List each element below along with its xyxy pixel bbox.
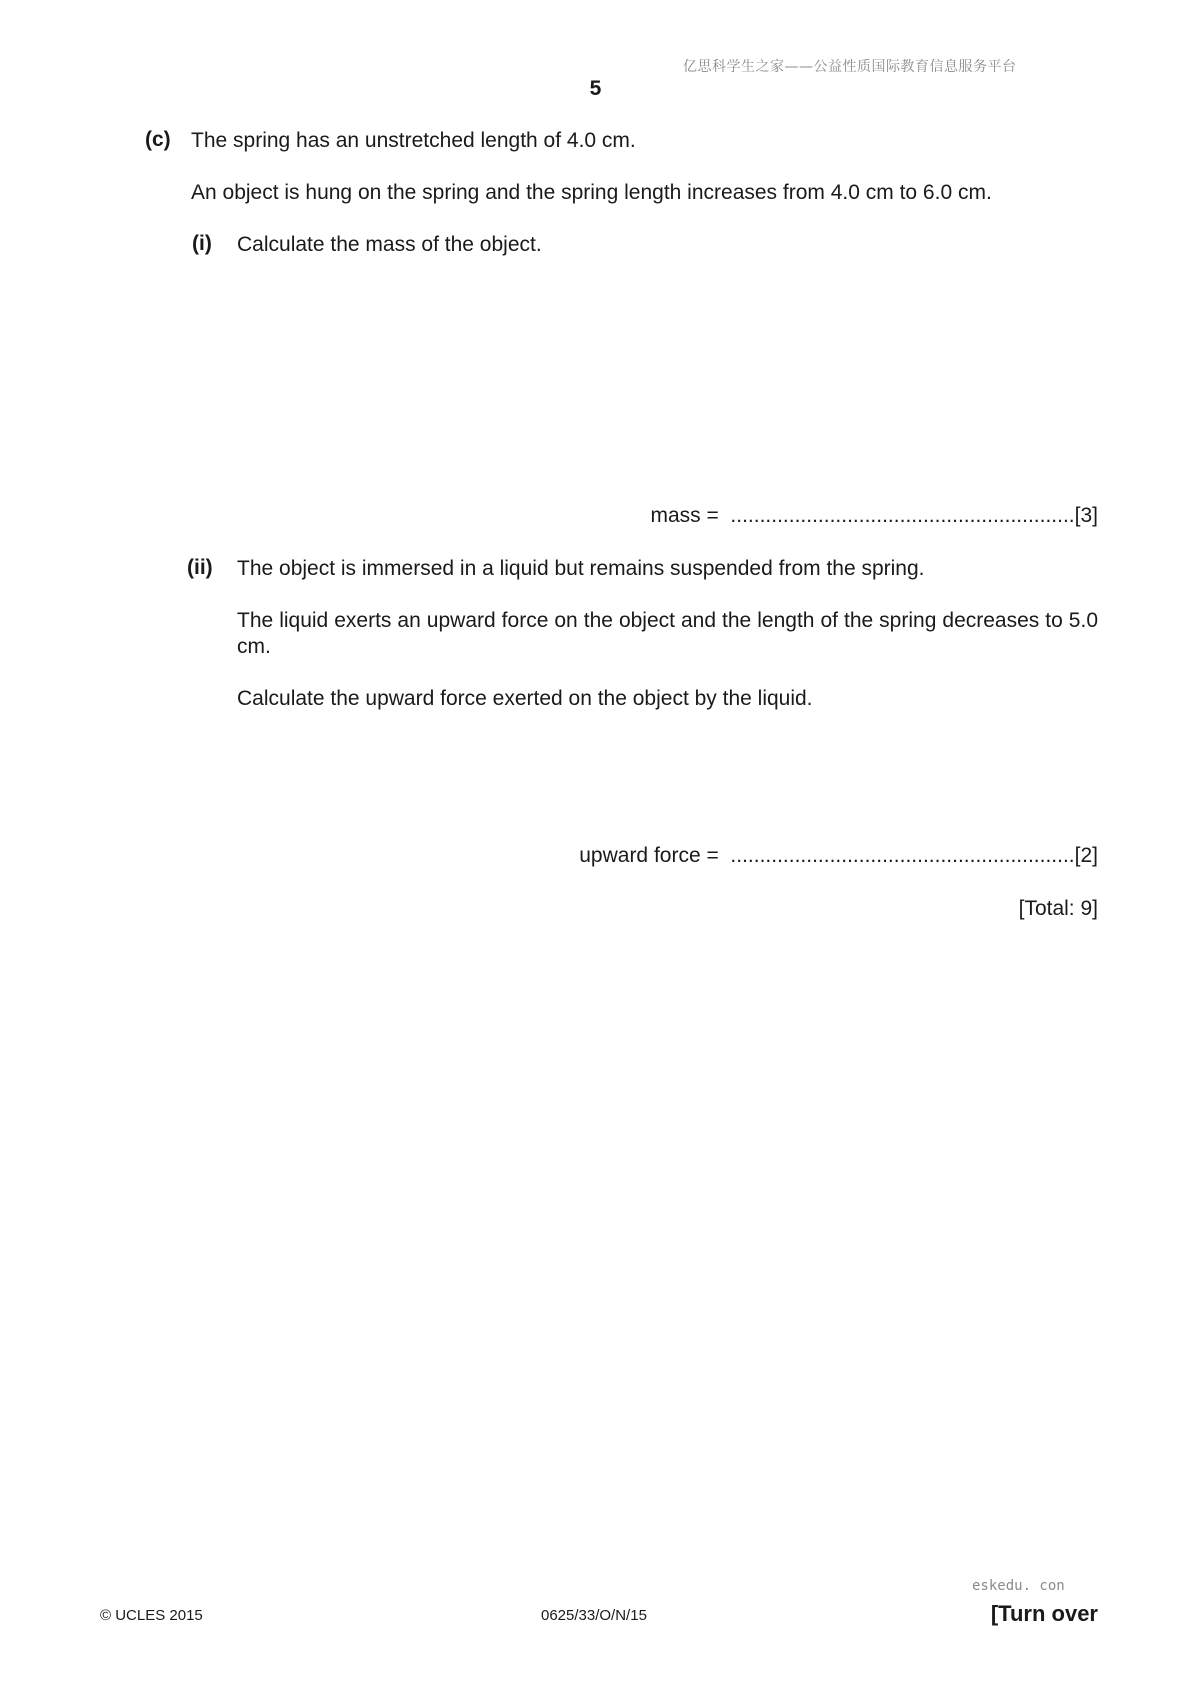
upward-force-answer-field[interactable]: ........................................................... — [730, 844, 1075, 867]
part-c-line2: An object is hung on the spring and the spring length increases from 4.0 cm to 6.0 cm. — [191, 181, 992, 204]
upward-force-marks: [2] — [1074, 844, 1098, 867]
upward-force-answer-label: upward force = — [579, 844, 719, 867]
mass-marks: [3] — [1074, 504, 1098, 527]
mass-answer-label: mass = — [650, 504, 719, 527]
part-ii-text1: The object is immersed in a liquid but remains suspended from the spring. — [237, 557, 925, 580]
part-c-line1: The spring has an unstretched length of 4.0 cm. — [191, 129, 636, 152]
page-number: 5 — [589, 77, 602, 100]
copyright: © UCLES 2015 — [100, 1607, 203, 1624]
mass-answer-field[interactable]: ........................................................... — [730, 504, 1075, 527]
part-i-text: Calculate the mass of the object. — [237, 233, 542, 256]
total-marks: [Total: 9] — [1018, 897, 1098, 920]
mass-answer-line — [650, 504, 1098, 528]
part-ii-text3: Calculate the upward force exerted on the object by the liquid. — [237, 687, 813, 710]
upward-force-answer-line — [579, 844, 1098, 868]
turn-over-label: [Turn over — [990, 1601, 1098, 1626]
part-ii-label: (ii) — [187, 556, 213, 579]
part-i-label: (i) — [192, 232, 212, 255]
paper-code: 0625/33/O/N/15 — [541, 1607, 647, 1624]
site-mark: eskedu. con — [972, 1578, 1065, 1594]
part-c-label: (c) — [145, 128, 171, 151]
part-ii-text2: The liquid exerts an upward force on the object and the length of the spring decreases to 5.0 cm. — [237, 609, 1098, 658]
watermark-text: 亿思科学生之家——公益性质国际教育信息服务平台 — [683, 59, 1017, 75]
